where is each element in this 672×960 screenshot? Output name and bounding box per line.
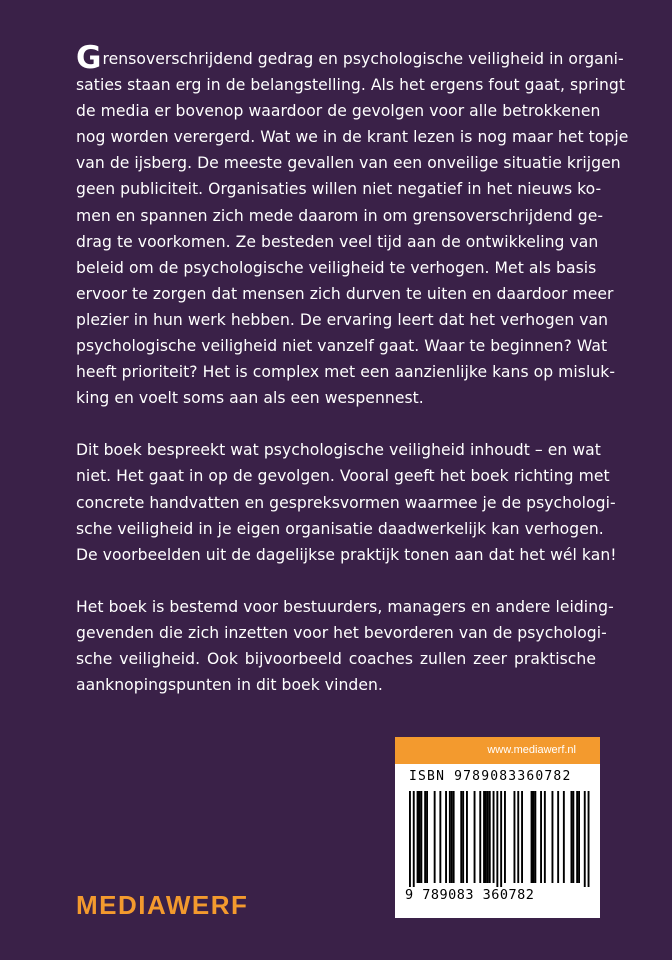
text-line: saties staan erg in de belangstelling. Als het ergens fout gaat, springt — [76, 76, 625, 95]
barcode-bar — [434, 791, 436, 883]
barcode-guard-bar — [588, 791, 590, 887]
text-line: beleid om de psychologische veiligheid te verhogen. Met als basis — [76, 258, 597, 277]
barcode-bar — [552, 791, 554, 883]
text-line: niet. Het gaat in op de gevolgen. Vooral geeft het boek richting met — [76, 467, 610, 486]
barcode-bar — [451, 791, 453, 883]
barcode-bar — [563, 791, 565, 883]
text-line: nog worden verergerd. Wat we in de krant lezen is nog maar het topje — [76, 128, 629, 147]
publisher-url: www.mediawerf.nl — [395, 737, 600, 764]
barcode-bar — [504, 791, 506, 883]
barcode-guard-bar — [584, 791, 586, 887]
barcode-bar — [439, 791, 441, 883]
barcode-bar — [445, 791, 447, 883]
text-line: king en voelt soms aan als een wespennest. — [76, 389, 424, 408]
barcode-bar — [534, 791, 536, 883]
barcode-panel — [395, 737, 600, 918]
barcode-bar — [417, 791, 419, 883]
barcode-bar — [571, 791, 573, 883]
barcode-bar — [420, 791, 422, 883]
text-line: Het boek is bestemd voor bestuurders, managers en andere leiding- — [76, 597, 614, 616]
barcode-guard-bar — [409, 791, 411, 887]
barcode-guard-bar — [496, 791, 498, 887]
barcode-bar — [557, 791, 559, 883]
barcode-bar — [578, 791, 580, 883]
publisher-logo: MEDIAWERF — [76, 890, 249, 920]
barcode-guard-bar — [413, 791, 415, 887]
text-line: psychologische veiligheid niet vanzelf gaat. Waar te beginnen? Wat — [76, 337, 608, 356]
barcode-bar — [576, 791, 578, 883]
text-line: van de ijsberg. De meeste gevallen van een onveilige situatie krijgen — [76, 154, 621, 173]
barcode-guard-bar — [500, 791, 502, 887]
text-line: men en spannen zich mede daarom in om grensoverschrijdend ge- — [76, 206, 604, 225]
text-line: geen publiciteit. Organisaties willen niet negatief in het nieuws ko- — [76, 180, 602, 199]
barcode-bar — [479, 791, 481, 883]
barcode-bar — [424, 791, 426, 883]
barcode-bar — [544, 791, 546, 883]
barcode-bar — [517, 791, 519, 883]
barcode-bar — [487, 791, 489, 883]
barcode-bar — [514, 791, 516, 883]
barcode-bar — [531, 791, 533, 883]
barcode-bar — [572, 791, 574, 883]
barcode-bar — [462, 791, 464, 883]
barcode-bar — [483, 791, 485, 883]
text-line: Grensoverschrijdend gedrag en psychologische veiligheid in organi- — [76, 40, 624, 76]
text-line: sche veiligheid. Ook bijvoorbeeld coaches zullen zeer praktische — [76, 649, 596, 668]
text-line: heeft prioriteit? Het is complex met een aanzienlijke kans op misluk- — [76, 363, 616, 382]
paragraph-3 — [76, 594, 614, 698]
barcode-bar — [449, 791, 451, 883]
barcode-bar — [426, 791, 428, 883]
barcode-bar — [419, 791, 421, 883]
barcode — [395, 787, 600, 887]
text-line: concrete handvatten en gespreksvormen waarmee je de psychologi- — [76, 493, 616, 512]
paragraph-2 — [76, 437, 617, 567]
text-line: ervoor te zorgen dat mensen zich durven te uiten en daardoor meer — [76, 284, 614, 303]
text-line: drag te voorkomen. Ze besteden veel tijd aan de ontwikkeling van — [76, 232, 599, 251]
text-line: sche veiligheid in je eigen organisatie daadwerkelijk kan verhogen. — [76, 519, 604, 538]
blurb-text — [76, 40, 629, 698]
text-line: aanknopingspunten in dit boek vinden. — [76, 676, 383, 695]
barcode-bar — [485, 791, 487, 883]
drop-cap: G — [76, 40, 102, 76]
barcode-bar — [453, 791, 455, 883]
barcode-bar — [493, 791, 495, 883]
barcode-bar — [460, 791, 462, 883]
barcode-bar — [521, 791, 523, 883]
isbn-label: ISBN 9789083360782 — [409, 769, 572, 784]
ean-digits: 9 789083 360782 — [405, 887, 535, 903]
barcode-bar — [540, 791, 542, 883]
barcode-bar — [466, 791, 468, 883]
text-line: de media er bovenop waardoor de gevolgen voor alle betrokkenen — [76, 102, 601, 121]
text-line: Dit boek bespreekt wat psychologische veiligheid inhoudt – en wat — [76, 441, 601, 460]
paragraph-1 — [76, 40, 629, 411]
barcode-bar — [489, 791, 491, 883]
text-line: De voorbeelden uit de dagelijkse praktijk tonen aan dat het wél kan! — [76, 545, 617, 564]
barcode-bar — [474, 791, 476, 883]
text-line: gevenden die zich inzetten voor het bevorderen van de psychologi- — [76, 623, 607, 642]
barcode-bar — [533, 791, 535, 883]
text-line: plezier in hun werk hebben. De ervaring leert dat het verhogen van — [76, 310, 609, 329]
